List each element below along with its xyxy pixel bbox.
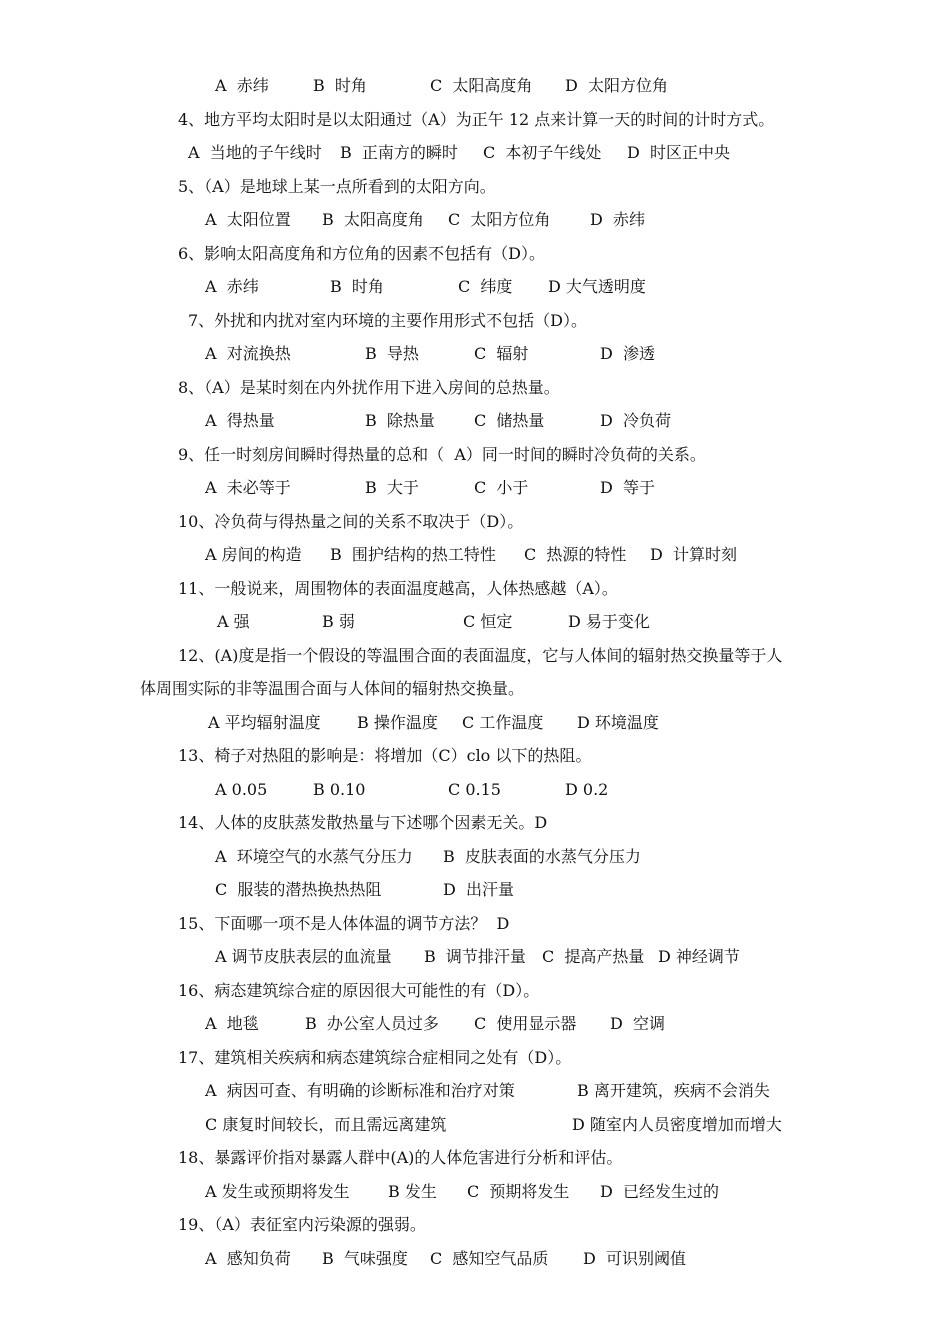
answer-option: A 平均辐射温度 [208, 712, 321, 732]
answer-option: D 渗透 [600, 344, 656, 363]
answer-option: A 强 [217, 612, 250, 631]
question-text: 13、椅子对热阻的影响是：将增加（C）clo 以下的热阻。 [178, 746, 592, 765]
answer-option: A 太阳位置 [205, 210, 291, 229]
question-text: 12、(A)度是指一个假设的等温围合面的表面温度，它与人体间的辐射热交换量等于人 [178, 645, 783, 665]
answer-option: C 提高产热量 [542, 947, 645, 966]
answer-option: B 离开建筑，疾病不会消失 [577, 1081, 770, 1100]
answer-option: D 空调 [610, 1014, 666, 1033]
question-text: 6、影响太阳高度角和方位角的因素不包括有（D）。 [178, 243, 546, 263]
answer-option: B 气味强度 [322, 1248, 408, 1268]
question-text: 4、地方平均太阳时是以太阳通过（A）为正午 12 点来计算一天的时间的计时方式。 [178, 109, 775, 129]
answer-option: A 房间的构造 [205, 545, 302, 564]
answer-option: B 除热量 [365, 411, 435, 430]
answer-option: D 冷负荷 [600, 411, 672, 430]
answer-option: B 调节排汗量 [424, 947, 526, 966]
answer-option: D 0.2 [565, 779, 609, 799]
question-text: 7、外扰和内扰对室内环境的主要作用形式不包括（D）。 [188, 310, 588, 330]
answer-option: B 时角 [313, 76, 367, 95]
answer-option: B 正南方的瞬时 [340, 143, 458, 162]
answer-option: C 服装的潜热换热热阻 [215, 880, 382, 899]
answer-option: D 赤纬 [590, 210, 646, 229]
answer-option: C 感知空气品质 [430, 1248, 549, 1268]
answer-option: A 调节皮肤表层的血流量 [215, 947, 392, 966]
question-text: 18、暴露评价指对暴露人群中(A)的人体危害进行分析和评估。 [178, 1148, 623, 1167]
answer-option: C 0.15 [448, 779, 501, 799]
answer-option: C 太阳方位角 [448, 210, 551, 229]
answer-option: B 弱 [322, 612, 355, 631]
question-text: 14、人体的皮肤蒸发散热量与下述哪个因素无关。D [178, 813, 548, 832]
question-text: 19、（A）表征室内污染源的强弱。 [178, 1215, 426, 1234]
question-text: 9、任一时刻房间瞬时得热量的总和（ A）同一时间的瞬时冷负荷的关系。 [178, 444, 706, 464]
answer-option: A 0.05 [215, 779, 268, 799]
answer-option: A 得热量 [205, 411, 275, 430]
answer-option: B 办公室人员过多 [305, 1014, 439, 1033]
answer-option: B 导热 [365, 344, 419, 363]
answer-option: C 预期将发生 [467, 1181, 570, 1201]
question-text: 17、建筑相关疾病和病态建筑综合症相同之处有（D）。 [178, 1047, 572, 1067]
question-text: 体周围实际的非等温围合面与人体间的辐射热交换量。 [140, 679, 525, 698]
answer-option: A 病因可查、有明确的诊断标准和治疗对策 [205, 1081, 515, 1100]
answer-option: C 使用显示器 [474, 1014, 577, 1033]
answer-option: B 操作温度 [357, 712, 438, 732]
answer-option: C 小于 [474, 478, 529, 497]
answer-option: D 出汗量 [443, 880, 515, 899]
answer-option: C 热源的特性 [524, 545, 627, 564]
answer-option: A 地毯 [205, 1014, 259, 1033]
question-text: 11、一般说来，周围物体的表面温度越高，人体热感越（A）。 [178, 578, 618, 598]
answer-option: C 辐射 [474, 344, 529, 363]
answer-option: D 等于 [600, 478, 656, 497]
answer-option: D 易于变化 [568, 612, 650, 631]
answer-option: C 储热量 [474, 411, 545, 430]
answer-option: D 大气透明度 [548, 277, 646, 296]
answer-option: D 计算时刻 [650, 545, 738, 564]
answer-option: C 纬度 [458, 277, 513, 296]
question-text: 16、病态建筑综合症的原因很大可能性的有（D）。 [178, 980, 540, 1000]
question-text: 5、（A）是地球上某一点所看到的太阳方向。 [178, 176, 496, 196]
answer-option: B 太阳高度角 [322, 210, 424, 229]
answer-option: A 赤纬 [215, 76, 269, 95]
answer-option: A 赤纬 [205, 277, 259, 296]
answer-option: D 太阳方位角 [565, 76, 669, 95]
answer-option: D 随室内人员密度增加而增大 [572, 1114, 782, 1134]
answer-option: B 围护结构的热工特性 [330, 545, 496, 564]
answer-option: C 康复时间较长，而且需远离建筑 [205, 1114, 447, 1134]
question-text: 10、冷负荷与得热量之间的关系不取决于（D）。 [178, 511, 524, 531]
answer-option: D 可识别阈值 [583, 1248, 687, 1268]
answer-option: D 已经发生过的 [600, 1181, 720, 1201]
answer-option: A 当地的子午线时 [188, 143, 322, 162]
answer-option: B 皮肤表面的水蒸气分压力 [443, 846, 641, 866]
answer-option: C 恒定 [463, 612, 513, 631]
answer-option: B 发生 [388, 1181, 437, 1201]
answer-option: C 本初子午线处 [483, 143, 602, 162]
answer-option: B 0.10 [313, 779, 366, 799]
answer-option: C 工作温度 [462, 712, 544, 732]
answer-option: D 时区正中央 [627, 143, 731, 162]
answer-option: C 太阳高度角 [430, 76, 533, 95]
answer-option: A 感知负荷 [205, 1248, 291, 1268]
question-text: 15、下面哪一项不是人体体温的调节方法？ D [178, 913, 510, 933]
answer-option: D 环境温度 [577, 712, 659, 732]
question-text: 8、（A）是某时刻在内外扰作用下进入房间的总热量。 [178, 377, 560, 397]
answer-option: B 大于 [365, 478, 419, 497]
answer-option: B 时角 [330, 277, 384, 296]
answer-option: A 环境空气的水蒸气分压力 [215, 846, 413, 866]
answer-option: A 对流换热 [205, 344, 291, 363]
answer-option: A 发生或预期将发生 [205, 1181, 350, 1201]
answer-option: A 未必等于 [205, 478, 291, 497]
answer-option: D 神经调节 [658, 947, 740, 966]
